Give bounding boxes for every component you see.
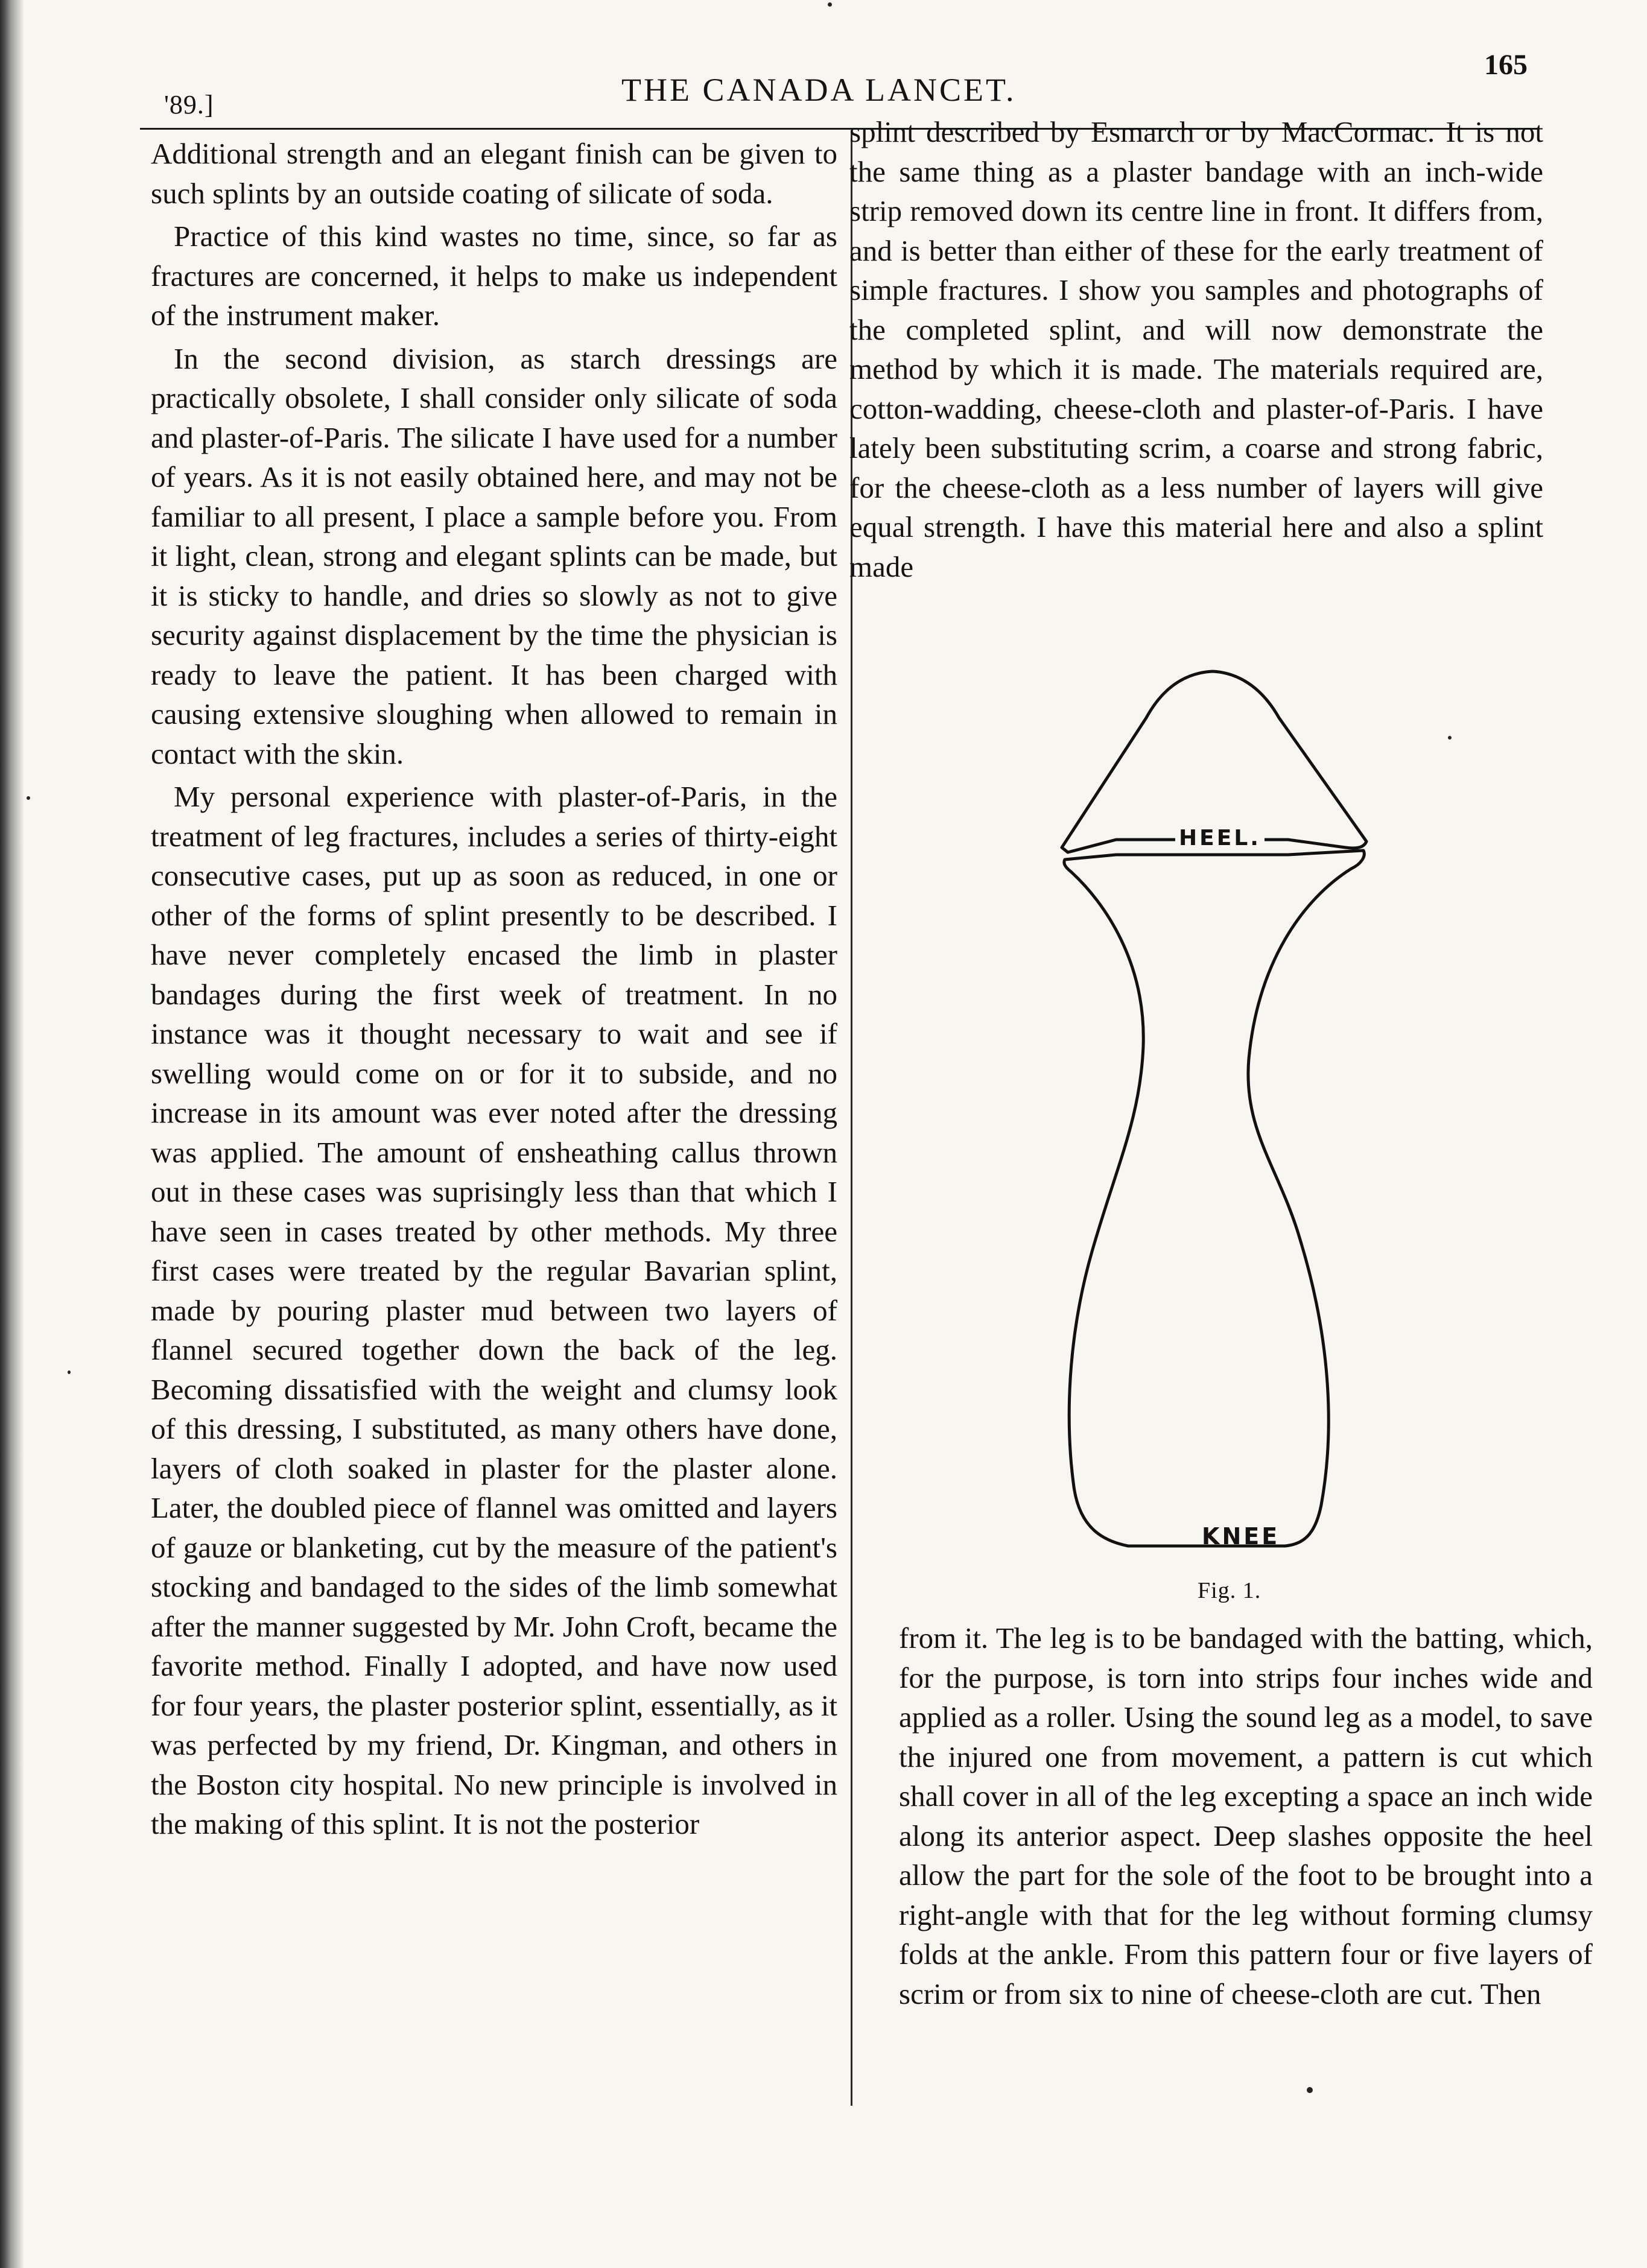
splint-pattern-figure bbox=[1050, 660, 1388, 1577]
issue-year: '89.] bbox=[164, 90, 214, 119]
paragraph: splint described by Esmarch or by MacCormac. It is not the same thing as a plaster bandage with an inch-wide strip removed down its centre line in front. It differs from, and is better than either of these for the early treatment of simple fractures. I show you samples and photographs of the completed splint, and will now demonstrate the method by which it is made. The materials required are, cotton-wadding, cheese-cloth and plaster-of-Paris. I have lately been substituting scrim, a coarse and strong fabric, for the cheese-cloth as a less number of layers will give equal strength. I have this material here and also a splint made bbox=[849, 115, 1543, 583]
right-column-top bbox=[849, 112, 1543, 586]
scan-speck bbox=[68, 1370, 71, 1374]
heel-label: HEEL. bbox=[1175, 826, 1265, 850]
figure-caption: Fig. 1. bbox=[1198, 1578, 1261, 1603]
paragraph: My personal experience with plaster-of-Paris, in the treatment of leg fractures, includes a series of thirty-eight consecutive cases, put up as soon as reduced, in one or other of the forms of splint presently to be described. I have never completely encased the limb in plaster bandages during the first week of treatment. In no instance was it thought necessary to wait and see if swelling would come on or for it to subside, and no increase in its amount was ever noted after the dressing was applied. The amount of ensheathing callus thrown out in these cases was suprisingly less than that which I have seen in cases treated by other methods. My three first cases were treated by the regular Bavarian splint, made by pouring plaster mud between two layers of flannel secured together down the back of the leg. Becoming dissatisfied with the weight and clumsy look of this dressing, I substituted, as many others have done, layers of cloth soaked in plaster for the plaster alone. Later, the doubled piece of flannel was omitted and layers of gauze or blanketing, cut by the measure of the patient's stocking and bandaged to the sides of the limb somewhat after the manner suggested by Mr. John Croft, became the favorite method. Finally I adopted, and have now used for four years, the plaster posterior splint, essentially, as it was perfected by my friend, Dr. Kingman, and others in the Boston city hospital. No new principle is involved in the making of this splint. It is not the posterior bbox=[151, 780, 837, 1840]
left-column bbox=[151, 134, 837, 2137]
page-number: 165 bbox=[1484, 49, 1528, 81]
scan-speck bbox=[27, 796, 30, 800]
scan-speck bbox=[1307, 2087, 1313, 2093]
right-column-bottom bbox=[899, 1618, 1593, 2013]
leg-outline bbox=[1064, 850, 1364, 1546]
paragraph: Practice of this kind wastes no time, since, so far as fractures are concerned, it helps to make us independent of the instrument maker. bbox=[151, 220, 837, 332]
paragraph: Additional strength and an elegant finish can be given to such splints by an outside coating of silicate of soda. bbox=[151, 137, 837, 210]
paragraph: from it. The leg is to be bandaged with the batting, which, for the purpose, is torn into strips four inches wide and applied as a roller. Using the sound leg as a model, to save the injured one from movement, a pattern is cut which shall cover in all of the leg excepting a space an inch wide along its anterior aspect. Deep slashes opposite the heel allow the part for the sole of the foot to be brought into a right-angle with that for the leg without forming clumsy folds at the ankle. From this pattern four or five layers of scrim or from six to nine of cheese-cloth are cut. Then bbox=[899, 1621, 1593, 2010]
knee-label: KNEE bbox=[1202, 1523, 1280, 1550]
journal-title: THE CANADA LANCET. bbox=[621, 72, 1017, 108]
paragraph: In the second division, as starch dressings are practically obsolete, I shall consider only silicate of soda and plaster-of-Paris. The silicate I have used for a number of years. As it is not easily obtained here, and may not be familiar to all present, I place a sample before you. From it light, clean, strong and elegant splints can be made, but it is sticky to handle, and dries so slowly as not to give security against displacement by the time the physician is ready to leave the patient. It has been charged with causing extensive sloughing when allowed to remain in contact with the skin. bbox=[151, 341, 837, 770]
scan-speck bbox=[828, 2, 832, 7]
scan-speck bbox=[1448, 736, 1452, 740]
foot-outline bbox=[1062, 671, 1366, 852]
splint-pattern-outline bbox=[1050, 660, 1388, 1577]
binding-shadow bbox=[0, 0, 24, 2268]
